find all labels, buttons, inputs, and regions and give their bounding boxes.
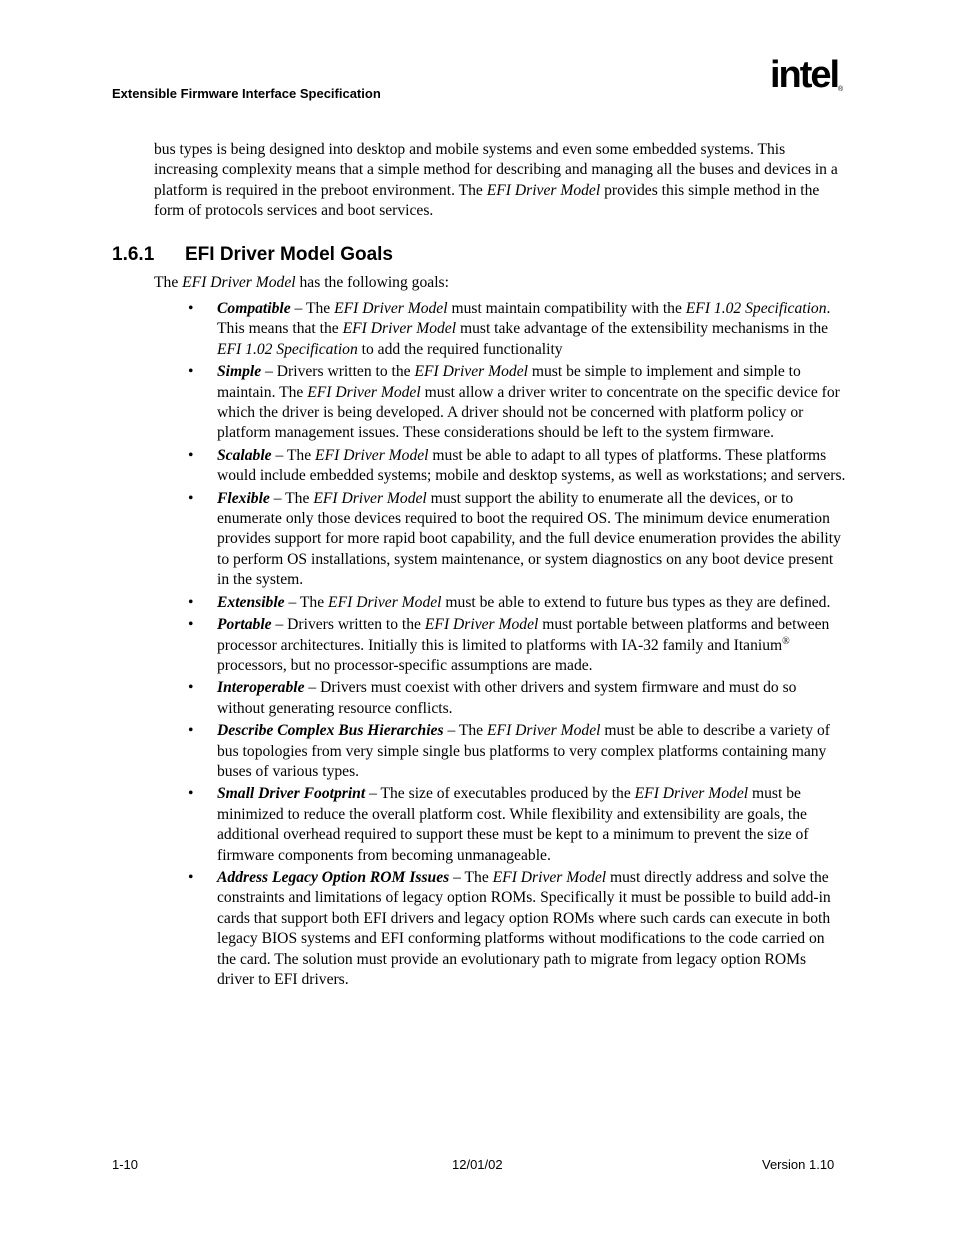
goals-list bbox=[154, 299, 846, 992]
bullet-icon: • bbox=[188, 593, 194, 611]
goal-text: – The bbox=[443, 722, 488, 740]
goal-term-reference: EFI Driver Model bbox=[492, 868, 607, 886]
intro-text-1: bus types is being designed into desktop and mobile systems and even some embedded systems. This increasing complexity means that a simple method for describing and managing all the buses and devices in a platform is required in the preboot environment. The bbox=[154, 141, 838, 199]
goal-term: Portable bbox=[217, 616, 272, 634]
goal-text: – The bbox=[449, 868, 493, 886]
section-heading bbox=[112, 244, 393, 266]
footer-version: Version 1.10 bbox=[762, 1157, 835, 1172]
goal-term-reference: EFI Driver Model bbox=[487, 722, 601, 740]
goal-text: processors, but no processor-specific assumptions are made. bbox=[217, 656, 593, 674]
goals-intro-term: EFI Driver Model bbox=[182, 274, 296, 291]
goal-term-reference: EFI Driver Model bbox=[307, 383, 421, 401]
goals-intro bbox=[154, 273, 449, 293]
goal-term: Small Driver Footprint bbox=[217, 785, 366, 803]
intel-logo-wordmark: intel bbox=[770, 54, 839, 96]
goal-term-reference: EFI Driver Model bbox=[414, 363, 528, 381]
goal-text: must portable between platforms and between processor architectures. Initially this is limited to platforms with IA-32 family and Itanium bbox=[217, 616, 830, 654]
registered-mark: ® bbox=[838, 86, 844, 93]
intro-term: EFI Driver Model bbox=[486, 181, 601, 199]
goal-term-reference: EFI Driver Model bbox=[342, 320, 457, 338]
goal-text: must be minimized to reduce the overall platform cost. While flexibility and extensibility are goals, the additional overhead required to support these must be kept to a minimum to prevent the size of firmware components from becoming unmanageable. bbox=[217, 785, 809, 864]
goal-text: – The bbox=[271, 446, 316, 464]
goal-item bbox=[154, 489, 846, 591]
goal-term-reference: EFI 1.02 Specification bbox=[217, 340, 358, 358]
bullet-icon: • bbox=[188, 300, 194, 317]
bullet-icon: • bbox=[188, 679, 194, 697]
goal-text: must allow a driver writer to concentrate on the specific device for which the driver is being developed. A driver should not be concerned with platform policy or platform management issues. These considerations should be left to the system firmware. bbox=[217, 383, 840, 442]
goal-text: must support the ability to enumerate all the devices, or to enumerate only those devices required to boot the required OS. The minimum device enumeration provides support for more rapid boot capability, and the full device enumeration provides the ability to perform OS installations, system maintenance, or system diagnostics on any boot device present in the system. bbox=[217, 489, 841, 589]
goal-text: – Drivers written to the bbox=[271, 616, 425, 634]
goal-text: ® bbox=[782, 635, 790, 647]
goal-term-reference: EFI Driver Model bbox=[424, 616, 539, 634]
goal-item bbox=[154, 678, 846, 719]
goal-term: Compatible bbox=[217, 300, 291, 317]
intro-text-2: provides this simple method in the form of protocols services and boot services. bbox=[154, 181, 820, 220]
goal-text: must maintain compatibility with the bbox=[447, 300, 686, 317]
goal-term-reference: EFI Driver Model bbox=[328, 593, 442, 611]
goal-term: Flexible bbox=[217, 489, 270, 507]
goal-text: must be able to extend to future bus types as they are defined. bbox=[441, 593, 831, 611]
bullet-icon: • bbox=[188, 363, 194, 381]
goal-term: Simple bbox=[217, 363, 262, 381]
goal-text: must take advantage of the extensibility mechanisms in the bbox=[456, 320, 829, 338]
bullet-icon: • bbox=[188, 785, 194, 803]
goal-item bbox=[154, 446, 846, 487]
goal-item bbox=[154, 299, 846, 360]
goal-item bbox=[154, 615, 846, 676]
goal-term: Scalable bbox=[217, 446, 272, 464]
intel-logo bbox=[770, 56, 850, 104]
goal-term: Interoperable bbox=[217, 679, 305, 697]
bullet-icon: • bbox=[188, 868, 194, 886]
goal-term-reference: EFI Driver Model bbox=[315, 446, 429, 464]
goal-text: – The bbox=[284, 593, 329, 611]
goal-text: – The size of executables produced by the bbox=[365, 785, 635, 803]
goal-text: – Drivers must coexist with other drivers and system firmware and must do so without generating resource conflicts. bbox=[217, 679, 797, 717]
goal-item bbox=[154, 593, 846, 613]
goals-intro-post: has the following goals: bbox=[295, 274, 449, 291]
goal-term-reference: EFI Driver Model bbox=[313, 489, 427, 507]
goal-term: Extensible bbox=[217, 593, 285, 611]
goal-term: Describe Complex Bus Hierarchies bbox=[217, 722, 444, 740]
goal-term-reference: EFI Driver Model bbox=[634, 785, 749, 803]
goals-intro-pre: The bbox=[154, 274, 183, 291]
goal-text: to add the required functionality bbox=[357, 340, 563, 358]
goal-text: must be simple to implement and simple to maintain. The bbox=[217, 363, 801, 401]
goal-text: – Drivers written to the bbox=[261, 363, 415, 381]
goal-item bbox=[154, 721, 846, 782]
section-title: EFI Driver Model Goals bbox=[185, 244, 393, 265]
goal-item bbox=[154, 868, 846, 990]
goal-text: – The bbox=[269, 489, 314, 507]
section-number: 1.6.1 bbox=[112, 244, 155, 265]
goal-item bbox=[154, 362, 846, 444]
goal-text: . This means that the bbox=[217, 300, 831, 338]
goal-text: must directly address and solve the constraints and limitations of legacy option ROMs. Specifically it must be possible to build add-in cards that support both EFI drivers and legacy option ROMs where such cards can execute in both legacy BIOS systems and EFI conforming platforms without modifications to the code carried on the card. The solution must provide an evolutionary path to migrate from legacy option ROMs driver to EFI drivers. bbox=[217, 868, 831, 988]
goal-term-reference: EFI 1.02 Specification bbox=[685, 300, 827, 317]
footer-date: 12/01/02 bbox=[452, 1157, 503, 1172]
goal-text: must be able to describe a variety of bus topologies from very simple single bus platforms to very complex platforms containing many buses of various types. bbox=[217, 722, 830, 780]
goal-term-reference: EFI Driver Model bbox=[334, 300, 448, 317]
bullet-icon: • bbox=[188, 446, 194, 464]
goal-item bbox=[154, 784, 846, 866]
intro-paragraph bbox=[154, 140, 844, 222]
goal-text: must be able to adapt to all types of platforms. These platforms would include embedded systems; mobile and desktop systems, as well as workstations; and servers. bbox=[217, 446, 846, 485]
footer-page-number: 1-10 bbox=[112, 1157, 139, 1172]
bullet-icon: • bbox=[188, 616, 194, 634]
goal-term: Address Legacy Option ROM Issues bbox=[217, 868, 450, 886]
document-header-title: Extensible Firmware Interface Specification bbox=[112, 86, 381, 101]
goal-text: – The bbox=[290, 300, 335, 317]
bullet-icon: • bbox=[188, 489, 194, 507]
bullet-icon: • bbox=[188, 722, 194, 740]
